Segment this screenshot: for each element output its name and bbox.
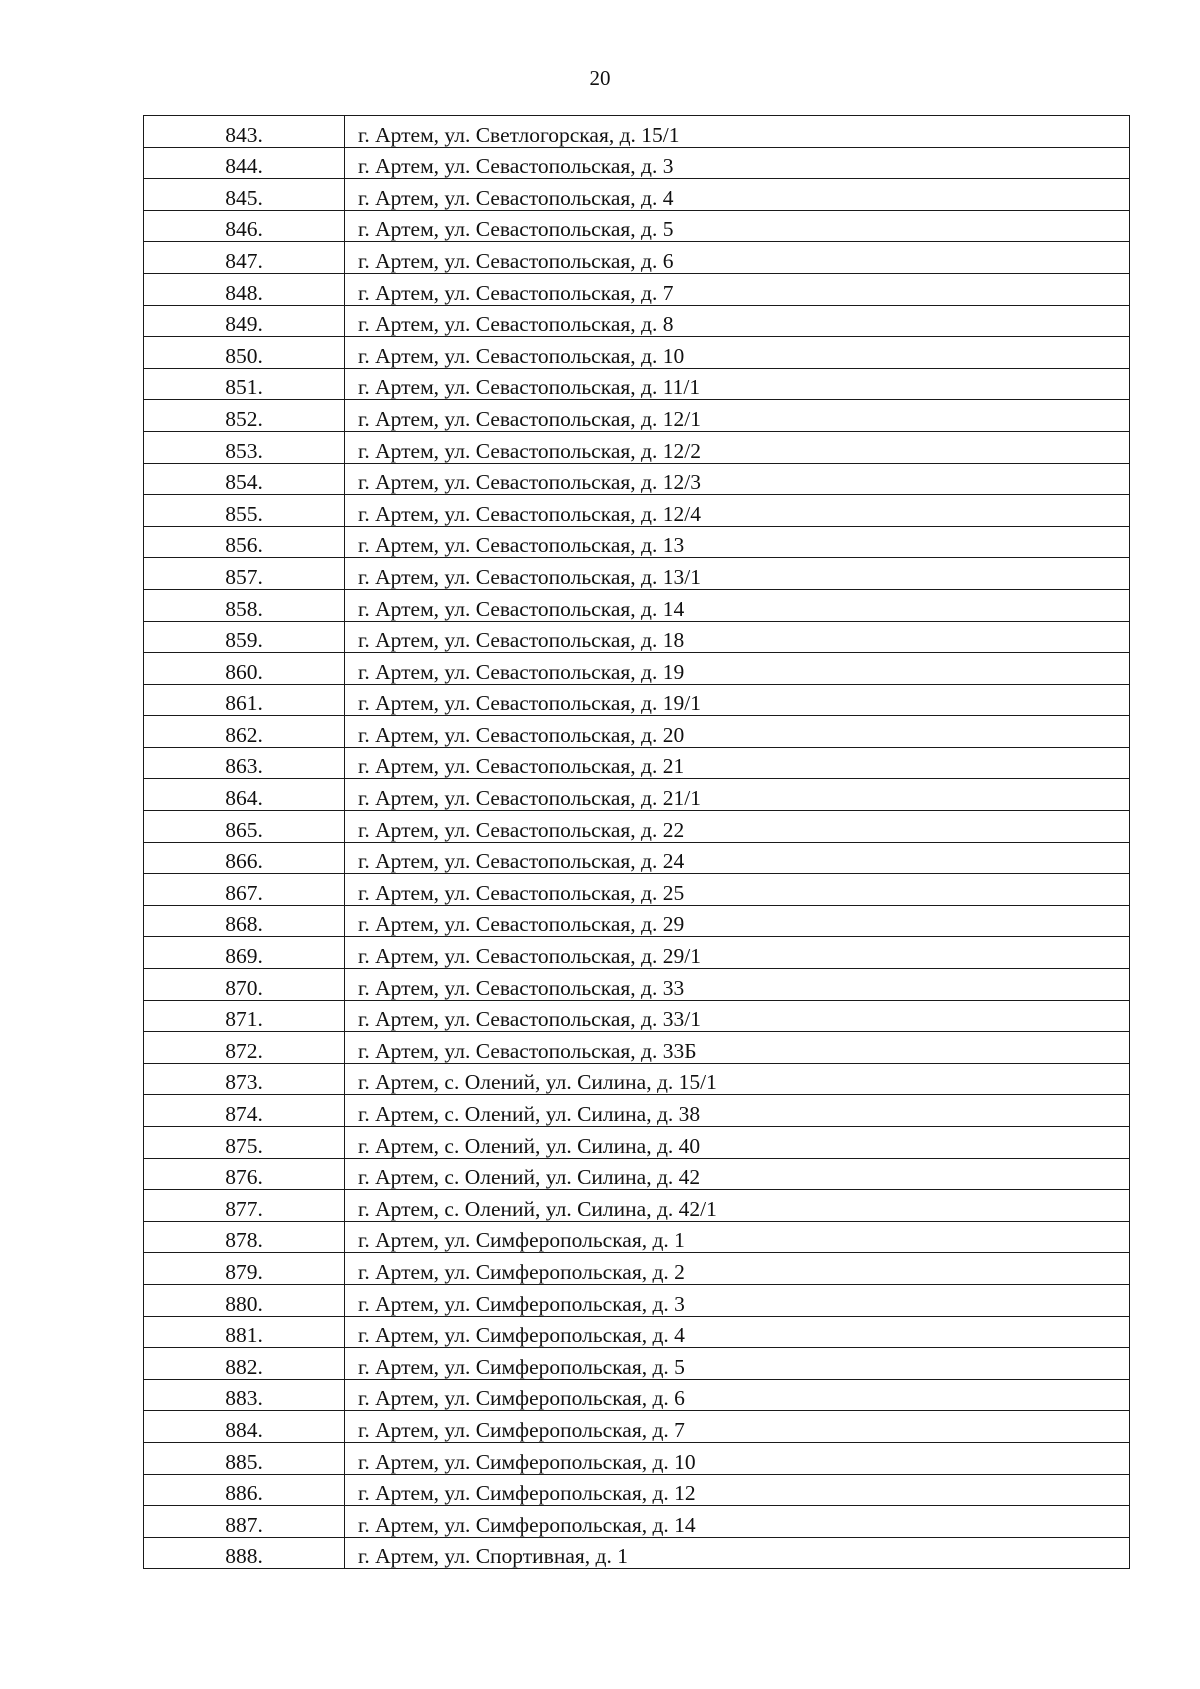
row-number: 868. xyxy=(144,905,345,937)
row-number: 847. xyxy=(144,242,345,274)
row-number: 884. xyxy=(144,1411,345,1443)
table-row xyxy=(144,589,1130,621)
row-number: 873. xyxy=(144,1063,345,1095)
row-address: г. Артем, ул. Севастопольская, д. 33/1 xyxy=(345,1000,1130,1032)
row-address: г. Артем, ул. Севастопольская, д. 20 xyxy=(345,716,1130,748)
row-number: 881. xyxy=(144,1316,345,1348)
row-number: 883. xyxy=(144,1379,345,1411)
table-row xyxy=(144,1253,1130,1285)
row-address: г. Артем, с. Олений, ул. Силина, д. 42 xyxy=(345,1158,1130,1190)
row-address: г. Артем, ул. Севастопольская, д. 11/1 xyxy=(345,368,1130,400)
row-number: 846. xyxy=(144,210,345,242)
table-row xyxy=(144,526,1130,558)
table-row xyxy=(144,116,1130,148)
table-row xyxy=(144,1032,1130,1064)
address-table-body xyxy=(144,116,1130,1569)
row-number: 855. xyxy=(144,495,345,527)
row-address: г. Артем, ул. Севастопольская, д. 18 xyxy=(345,621,1130,653)
table-row xyxy=(144,1537,1130,1569)
table-row xyxy=(144,716,1130,748)
row-number: 870. xyxy=(144,969,345,1001)
row-address: г. Артем, с. Олений, ул. Силина, д. 40 xyxy=(345,1127,1130,1159)
row-number: 849. xyxy=(144,305,345,337)
table-row xyxy=(144,969,1130,1001)
table-row xyxy=(144,1063,1130,1095)
row-address: г. Артем, ул. Севастопольская, д. 7 xyxy=(345,273,1130,305)
row-address: г. Артем, ул. Севастопольская, д. 29/1 xyxy=(345,937,1130,969)
row-address: г. Артем, ул. Симферопольская, д. 6 xyxy=(345,1379,1130,1411)
row-address: г. Артем, ул. Симферопольская, д. 5 xyxy=(345,1348,1130,1380)
table-row xyxy=(144,337,1130,369)
row-number: 887. xyxy=(144,1506,345,1538)
row-number: 886. xyxy=(144,1474,345,1506)
table-row xyxy=(144,653,1130,685)
row-address: г. Артем, ул. Севастопольская, д. 12/3 xyxy=(345,463,1130,495)
row-address: г. Артем, ул. Севастопольская, д. 21 xyxy=(345,747,1130,779)
table-row xyxy=(144,1095,1130,1127)
row-address: г. Артем, ул. Симферопольская, д. 1 xyxy=(345,1221,1130,1253)
table-row xyxy=(144,1442,1130,1474)
row-address: г. Артем, ул. Севастопольская, д. 25 xyxy=(345,874,1130,906)
table-row xyxy=(144,495,1130,527)
row-address: г. Артем, ул. Севастопольская, д. 4 xyxy=(345,179,1130,211)
table-row xyxy=(144,305,1130,337)
table-row xyxy=(144,1158,1130,1190)
table-row xyxy=(144,779,1130,811)
row-address: г. Артем, ул. Симферопольская, д. 4 xyxy=(345,1316,1130,1348)
table-row xyxy=(144,558,1130,590)
row-address: г. Артем, ул. Севастопольская, д. 12/4 xyxy=(345,495,1130,527)
table-row xyxy=(144,905,1130,937)
row-address: г. Артем, ул. Симферопольская, д. 7 xyxy=(345,1411,1130,1443)
row-number: 851. xyxy=(144,368,345,400)
row-number: 864. xyxy=(144,779,345,811)
row-address: г. Артем, ул. Симферопольская, д. 2 xyxy=(345,1253,1130,1285)
row-number: 848. xyxy=(144,273,345,305)
row-number: 854. xyxy=(144,463,345,495)
row-address: г. Артем, ул. Севастопольская, д. 29 xyxy=(345,905,1130,937)
table-row xyxy=(144,937,1130,969)
row-address: г. Артем, ул. Севастопольская, д. 21/1 xyxy=(345,779,1130,811)
row-address: г. Артем, ул. Севастопольская, д. 12/2 xyxy=(345,431,1130,463)
row-address: г. Артем, ул. Севастопольская, д. 6 xyxy=(345,242,1130,274)
row-address: г. Артем, ул. Светлогорская, д. 15/1 xyxy=(345,116,1130,148)
row-number: 869. xyxy=(144,937,345,969)
row-number: 859. xyxy=(144,621,345,653)
row-number: 863. xyxy=(144,747,345,779)
table-row xyxy=(144,1127,1130,1159)
table-row xyxy=(144,273,1130,305)
row-address: г. Артем, ул. Севастопольская, д. 8 xyxy=(345,305,1130,337)
row-address: г. Артем, с. Олений, ул. Силина, д. 15/1 xyxy=(345,1063,1130,1095)
table-row xyxy=(144,1284,1130,1316)
table-row xyxy=(144,400,1130,432)
row-number: 843. xyxy=(144,116,345,148)
table-row xyxy=(144,242,1130,274)
page-number: 20 xyxy=(589,66,611,90)
address-table xyxy=(143,115,1130,1569)
row-number: 860. xyxy=(144,653,345,685)
table-row xyxy=(144,179,1130,211)
row-number: 879. xyxy=(144,1253,345,1285)
row-number: 850. xyxy=(144,337,345,369)
table-row xyxy=(144,1348,1130,1380)
row-address: г. Артем, с. Олений, ул. Силина, д. 38 xyxy=(345,1095,1130,1127)
table-row xyxy=(144,621,1130,653)
row-number: 867. xyxy=(144,874,345,906)
table-row xyxy=(144,684,1130,716)
row-number: 876. xyxy=(144,1158,345,1190)
row-number: 880. xyxy=(144,1284,345,1316)
row-number: 845. xyxy=(144,179,345,211)
row-number: 856. xyxy=(144,526,345,558)
table-row xyxy=(144,1379,1130,1411)
row-address: г. Артем, ул. Симферопольская, д. 10 xyxy=(345,1442,1130,1474)
row-address: г. Артем, ул. Севастопольская, д. 12/1 xyxy=(345,400,1130,432)
row-number: 872. xyxy=(144,1032,345,1064)
row-number: 858. xyxy=(144,589,345,621)
table-row xyxy=(144,811,1130,843)
table-row xyxy=(144,1411,1130,1443)
table-row xyxy=(144,368,1130,400)
row-address: г. Артем, ул. Севастопольская, д. 5 xyxy=(345,210,1130,242)
row-address: г. Артем, ул. Севастопольская, д. 13 xyxy=(345,526,1130,558)
row-address: г. Артем, ул. Симферопольская, д. 12 xyxy=(345,1474,1130,1506)
row-address: г. Артем, ул. Севастопольская, д. 19/1 xyxy=(345,684,1130,716)
row-address: г. Артем, ул. Севастопольская, д. 24 xyxy=(345,842,1130,874)
table-row xyxy=(144,147,1130,179)
row-address: г. Артем, ул. Симферопольская, д. 3 xyxy=(345,1284,1130,1316)
row-address: г. Артем, ул. Севастопольская, д. 14 xyxy=(345,589,1130,621)
row-address: г. Артем, ул. Севастопольская, д. 19 xyxy=(345,653,1130,685)
row-number: 844. xyxy=(144,147,345,179)
table-row xyxy=(144,1221,1130,1253)
row-number: 885. xyxy=(144,1442,345,1474)
table-row xyxy=(144,1474,1130,1506)
row-address: г. Артем, ул. Севастопольская, д. 3 xyxy=(345,147,1130,179)
row-number: 882. xyxy=(144,1348,345,1380)
row-address: г. Артем, ул. Севастопольская, д. 22 xyxy=(345,811,1130,843)
row-address: г. Артем, ул. Севастопольская, д. 13/1 xyxy=(345,558,1130,590)
row-number: 875. xyxy=(144,1127,345,1159)
row-number: 877. xyxy=(144,1190,345,1222)
table-row xyxy=(144,210,1130,242)
row-address: г. Артем, ул. Спортивная, д. 1 xyxy=(345,1537,1130,1569)
row-number: 857. xyxy=(144,558,345,590)
row-number: 862. xyxy=(144,716,345,748)
row-address: г. Артем, с. Олений, ул. Силина, д. 42/1 xyxy=(345,1190,1130,1222)
row-number: 866. xyxy=(144,842,345,874)
row-number: 888. xyxy=(144,1537,345,1569)
row-address: г. Артем, ул. Севастопольская, д. 33 xyxy=(345,969,1130,1001)
row-number: 871. xyxy=(144,1000,345,1032)
table-row xyxy=(144,463,1130,495)
row-address: г. Артем, ул. Симферопольская, д. 14 xyxy=(345,1506,1130,1538)
table-row xyxy=(144,747,1130,779)
table-row xyxy=(144,874,1130,906)
row-number: 865. xyxy=(144,811,345,843)
row-number: 861. xyxy=(144,684,345,716)
table-row xyxy=(144,1506,1130,1538)
row-number: 874. xyxy=(144,1095,345,1127)
table-row xyxy=(144,1000,1130,1032)
row-address: г. Артем, ул. Севастопольская, д. 33Б xyxy=(345,1032,1130,1064)
row-number: 852. xyxy=(144,400,345,432)
table-row xyxy=(144,842,1130,874)
table-row xyxy=(144,431,1130,463)
row-address: г. Артем, ул. Севастопольская, д. 10 xyxy=(345,337,1130,369)
row-number: 853. xyxy=(144,431,345,463)
row-number: 878. xyxy=(144,1221,345,1253)
table-row xyxy=(144,1316,1130,1348)
table-row xyxy=(144,1190,1130,1222)
